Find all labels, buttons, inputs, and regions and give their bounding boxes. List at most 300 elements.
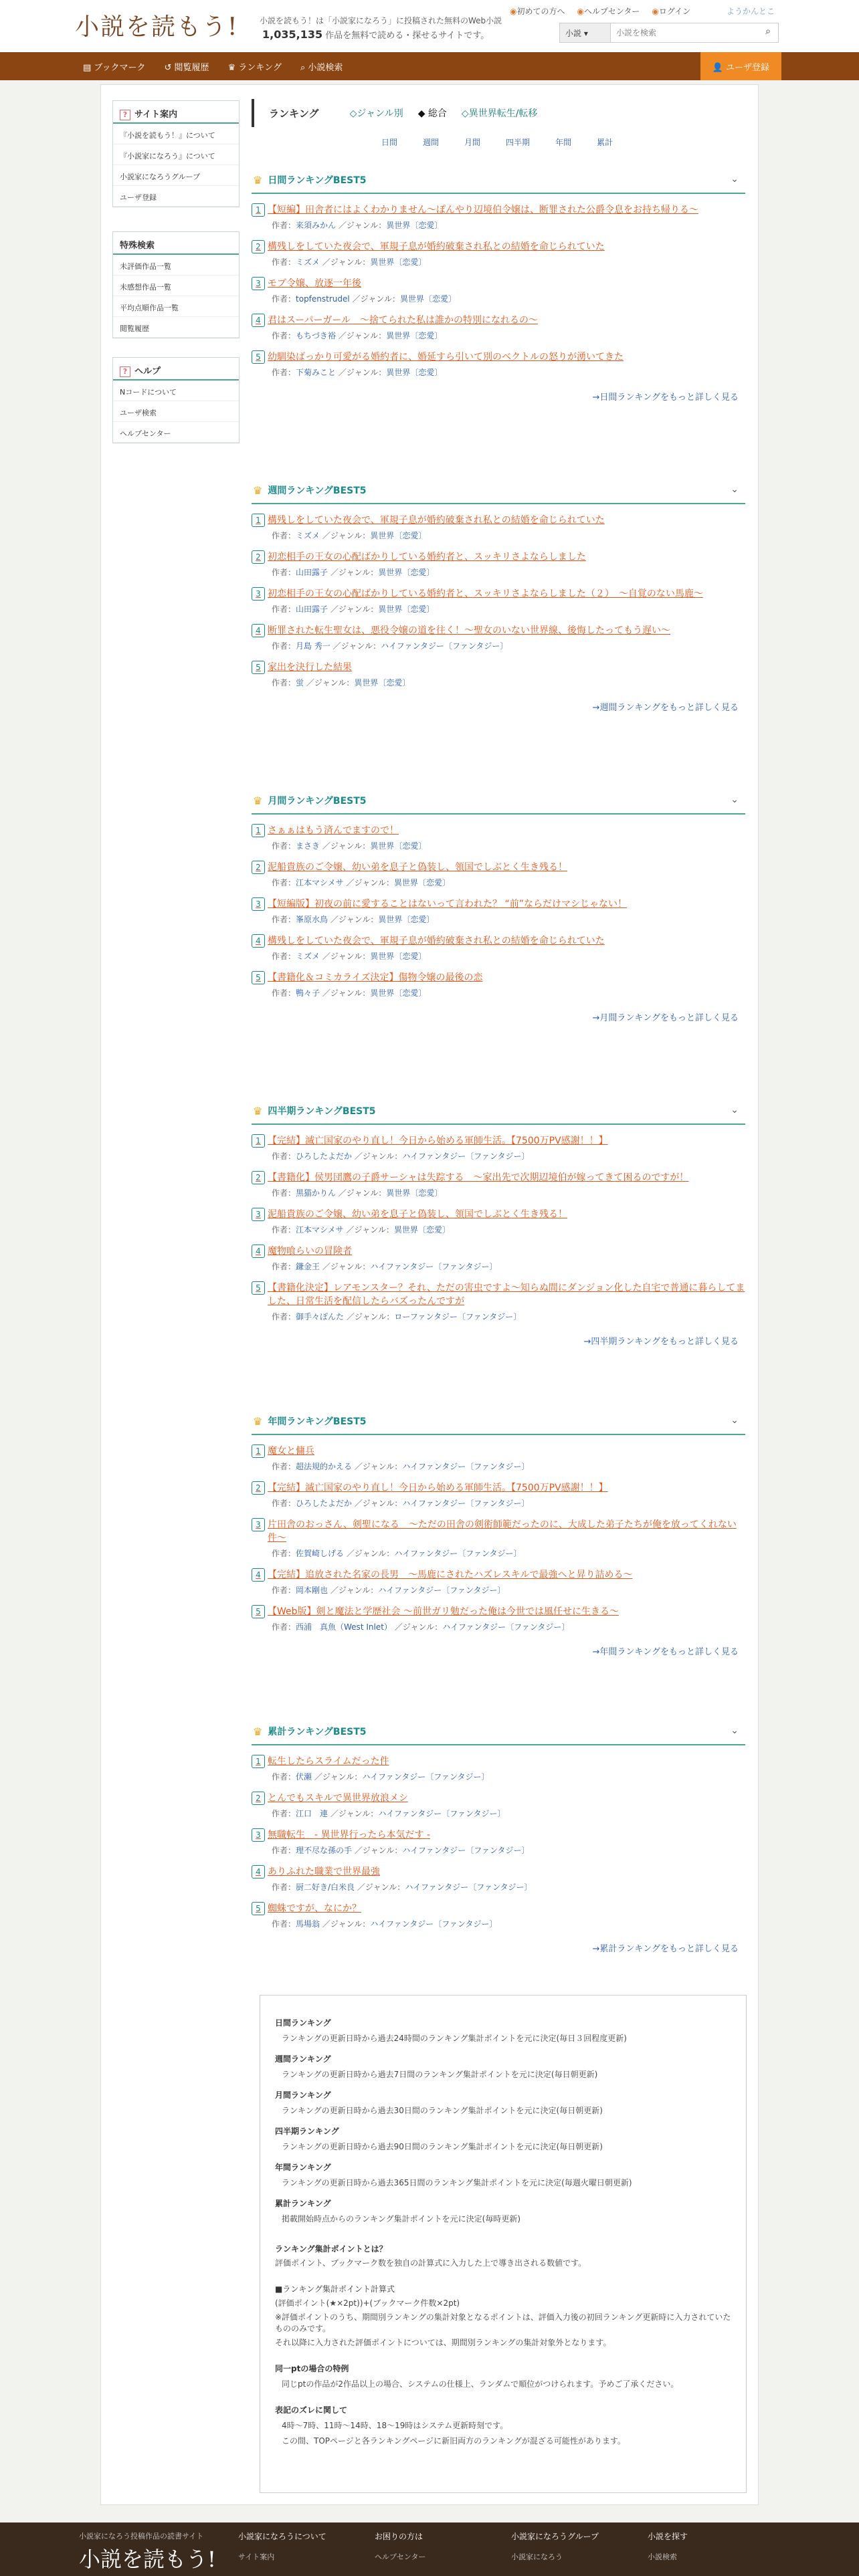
sidebar-item-user-search[interactable]: ユーザ検索: [113, 401, 239, 422]
author-link[interactable]: 理不尽な孫の手: [296, 1846, 353, 1855]
work-title-link[interactable]: [252, 971, 745, 984]
work-title-link[interactable]: [252, 1755, 745, 1768]
author-label: 作者：: [272, 1188, 296, 1198]
work-meta: [272, 603, 745, 615]
author-link[interactable]: 厨二好き/白米良: [296, 1883, 355, 1892]
tab-isekai[interactable]: ◇異世界転生/転移: [461, 108, 538, 119]
author-label: 作者：: [272, 1225, 296, 1235]
ranking-section: [252, 1408, 745, 1657]
genre-link[interactable]: ハイファンタジー〔ファンタジー〕: [442, 1622, 570, 1632]
work-meta: [272, 950, 745, 962]
work-title-link[interactable]: [252, 550, 745, 564]
work-meta: [272, 1187, 745, 1198]
footer-group-sub[interactable]: 小説家になろう: [511, 2553, 563, 2561]
ranking-title: ランキング: [269, 107, 319, 120]
footer-about-head[interactable]: 小説家になろうについて: [238, 2532, 326, 2541]
rank-number: 5: [252, 971, 265, 984]
genre-link[interactable]: ハイファンタジー〔ファンタジー〕: [402, 1152, 530, 1161]
chevron-down-icon[interactable]: ⌄: [731, 1105, 739, 1115]
definition-desc: ランキングの更新日時から過去90日間のランキング集計ポイントを元に決定(毎日朝更新): [282, 2142, 603, 2151]
genre-link[interactable]: 異世界〔恋愛〕: [386, 1188, 443, 1198]
search-type-select[interactable]: [560, 23, 611, 42]
genre-link[interactable]: ハイファンタジー〔ファンタジー〕: [394, 1549, 522, 1558]
register-button[interactable]: [700, 52, 781, 80]
site-guide-box: [112, 100, 240, 207]
section-header[interactable]: [252, 1098, 745, 1125]
work-meta: [272, 914, 745, 925]
work-title: 魔女と傭兵: [268, 1446, 314, 1457]
genre-label: ／ジャンル：: [322, 841, 371, 851]
ranking-entry: [252, 1245, 745, 1272]
sidebar-item-register[interactable]: ユーザ登録: [113, 186, 239, 207]
sidebar-item-history[interactable]: 閲覧履歴: [113, 317, 239, 338]
genre-label: ／ジャンル：: [322, 952, 371, 961]
genre-link[interactable]: 異世界〔恋愛〕: [393, 1225, 450, 1235]
author-link[interactable]: 鴨々子: [296, 988, 320, 998]
ranking-tabs: [252, 99, 745, 127]
work-title: 【書籍化＆コミカライズ決定】傷物令嬢の最後の恋: [268, 972, 483, 983]
login-label: ログイン: [658, 7, 691, 16]
genre-label: ／ジャンル：: [354, 1846, 403, 1855]
ranking-entry: [252, 240, 745, 267]
section-title: 月間ランキングBEST5: [268, 796, 367, 807]
work-meta: [272, 256, 745, 267]
work-title: 【短編】田舎者にはよくわかりません～ぽんやり辺境伯令嬢は、断罪された公爵令息をお持ち帰りる～: [268, 205, 698, 215]
work-title-link[interactable]: [252, 1208, 745, 1221]
genre-link[interactable]: 異世界〔恋愛〕: [370, 952, 427, 961]
rank-number: 3: [252, 277, 265, 290]
genre-label: ／ジャンル：: [338, 1188, 387, 1198]
author-label: 作者：: [272, 915, 296, 924]
author-label: 作者：: [272, 988, 296, 998]
nav-ranking[interactable]: [228, 60, 282, 73]
author-link[interactable]: 岡本剛也: [296, 1586, 328, 1595]
author-link[interactable]: 御手々ぽんた: [296, 1312, 345, 1321]
nav-history[interactable]: [165, 60, 209, 73]
author-label: 作者：: [272, 952, 296, 961]
work-title: 転生したらスライムだった件: [268, 1756, 389, 1767]
author-link[interactable]: 西浦 真魚（West Inlet）: [296, 1622, 392, 1632]
genre-link[interactable]: ハイファンタジー〔ファンタジー〕: [402, 1499, 530, 1508]
author-link[interactable]: もちづき裕: [296, 331, 336, 340]
genre-link[interactable]: 異世界〔恋愛〕: [386, 221, 443, 230]
genre-link[interactable]: 異世界〔恋愛〕: [400, 294, 457, 304]
work-title: 泥船貴族のご令嬢、幼い弟を息子と偽装し、領国でしぶとく生き残る！: [268, 862, 567, 873]
footer-help-head[interactable]: お困りの方は: [375, 2532, 423, 2541]
tab-daily[interactable]: 日間: [381, 138, 398, 147]
chevron-down-icon[interactable]: ⌄: [731, 794, 739, 805]
footer-search-sub[interactable]: 小説検索: [648, 2553, 677, 2561]
section-title: 年間ランキングBEST5: [268, 1416, 367, 1427]
work-title-link[interactable]: [252, 1481, 745, 1495]
genre-link[interactable]: ハイファンタジー〔ファンタジー〕: [370, 1919, 498, 1929]
work-title-link[interactable]: [252, 1281, 745, 1308]
chevron-down-icon[interactable]: ⌄: [731, 484, 739, 495]
tab-cumulative[interactable]: 累計: [597, 138, 613, 147]
crown-icon: ♛: [253, 1414, 263, 1428]
author-link[interactable]: まさき: [296, 841, 320, 851]
definition-title: 累計ランキング: [275, 2199, 331, 2208]
genre-label: ／ジャンル：: [306, 678, 355, 687]
work-title: 【完結】滅亡国家のやり直し！今日から始める軍師生活。【7500万PV感謝！！】: [268, 1136, 608, 1146]
ranking-entry: [252, 350, 745, 378]
work-title-link[interactable]: [252, 240, 745, 253]
sidebar-item-group[interactable]: 小説家になろうグループ: [113, 165, 239, 186]
work-title-link[interactable]: [252, 1444, 745, 1458]
rank-number: 2: [252, 550, 265, 564]
login-icon: ◉: [652, 7, 659, 16]
author-label: 作者：: [272, 368, 296, 377]
rank-number: 4: [252, 314, 265, 327]
search-icon: ⌕: [300, 62, 308, 73]
help-center-label: ヘルプセンター: [583, 7, 640, 16]
author-label: 作者：: [272, 1919, 296, 1929]
first-time-icon: ◉: [510, 7, 517, 16]
work-title-link[interactable]: [252, 1865, 745, 1879]
more-ranking-link[interactable]: →週間ランキングをもっと詳しく見る: [592, 703, 739, 713]
genre-link[interactable]: 異世界〔恋愛〕: [370, 988, 427, 998]
crown-icon: ♛: [253, 484, 263, 497]
author-link[interactable]: 伏瀬: [296, 1772, 312, 1782]
work-title: 【書籍化決定】レアモンスター？それ、ただの害虫ですよ～知らぬ間にダンジョン化した自宅で普通に暮らしてました、日常生活を配信したらバズったんですが: [268, 1283, 745, 1307]
author-label: 作者：: [272, 1622, 296, 1632]
work-title-link[interactable]: [252, 624, 745, 637]
sidebar-item-average[interactable]: 平均点順作品一覧: [113, 296, 239, 317]
work-title-link[interactable]: [252, 203, 745, 217]
rank-number: 3: [252, 587, 265, 601]
work-title-link[interactable]: [252, 314, 745, 327]
author-label: 作者：: [272, 1312, 296, 1321]
first-time-link[interactable]: [510, 5, 565, 17]
help-title: ヘルプ: [134, 366, 161, 377]
work-title-link[interactable]: [252, 661, 745, 674]
chevron-down-icon[interactable]: ⌄: [731, 1415, 739, 1426]
rank-number: 1: [252, 1444, 265, 1458]
work-title: 構残しをしていた夜会で、軍規子息が婚約破棄され私との結婚を命じられていた: [268, 515, 605, 526]
genre-label: ／ジャンル：: [346, 1225, 394, 1235]
definition-title: 四半期ランキング: [275, 2127, 339, 2136]
work-title-link[interactable]: [252, 1245, 745, 1258]
work-title-link[interactable]: [252, 1902, 745, 1915]
section-header[interactable]: [252, 167, 745, 194]
author-link[interactable]: ミズメ: [296, 531, 320, 540]
sidebar-item-unrated[interactable]: 未評価作品一覧: [113, 255, 239, 276]
work-meta: [272, 1621, 745, 1632]
author-label: 作者：: [272, 568, 296, 577]
work-title-link[interactable]: [252, 1792, 745, 1805]
ranking-entry: [252, 514, 745, 541]
author-link[interactable]: 江本マシメサ: [296, 1225, 344, 1235]
work-meta: [272, 1497, 745, 1509]
ranking-entry: [252, 1208, 745, 1235]
sidebar-item-about-narou[interactable]: 『小説家になろう』について: [113, 144, 239, 165]
genre-label: ／ジャンル：: [322, 988, 371, 998]
footer-about-sub[interactable]: サイト案内: [238, 2553, 275, 2561]
work-title: 魔物喰らいの冒険者: [268, 1246, 352, 1257]
author-link[interactable]: ミズメ: [296, 257, 320, 267]
author-link[interactable]: 江口 連: [296, 1809, 328, 1818]
more-ranking-link[interactable]: →累計ランキングをもっと詳しく見る: [592, 1944, 739, 1954]
footer-group-head[interactable]: 小説家になろうグループ: [511, 2532, 599, 2541]
genre-label: ／ジャンル：: [346, 1312, 395, 1321]
more-ranking-link[interactable]: →月間ランキングをもっと詳しく見る: [592, 1013, 739, 1023]
login-link[interactable]: [652, 5, 690, 17]
author-link[interactable]: 蛍: [296, 678, 304, 687]
ranking-entry: [252, 897, 745, 925]
sidebar-item-help-center[interactable]: ヘルプセンター: [113, 422, 239, 443]
tab-genre[interactable]: ◇ジャンル別: [349, 108, 403, 119]
ranking-entry: [252, 1902, 745, 1929]
more-ranking-link[interactable]: →年間ランキングをもっと詳しく見る: [592, 1647, 739, 1657]
work-title-link[interactable]: [252, 1171, 745, 1184]
footer-help-sub[interactable]: ヘルプセンター: [375, 2553, 426, 2561]
author-link[interactable]: 山田露子: [296, 568, 328, 577]
rank-number: 3: [252, 1828, 265, 1842]
search-input[interactable]: [611, 23, 758, 42]
genre-label: ／ジャンル：: [330, 605, 379, 614]
lag-desc-2: この間、TOPページと各ランキングページに新旧両方のランキングが混ざる可能性があります。: [282, 2436, 626, 2446]
ranking-entry: [252, 1444, 745, 1472]
ranking-section: [252, 167, 745, 403]
genre-link[interactable]: ハイファンタジー〔ファンタジー〕: [362, 1772, 490, 1782]
sidebar-item-about-yomou[interactable]: 『小説を読もう！』について: [113, 124, 239, 144]
site-tagline: 小説を読もう！は「小説家になろう」に投稿された無料のWeb小説: [260, 16, 502, 25]
footer-logo[interactable]: 小説を読もう!: [79, 2547, 216, 2572]
author-link[interactable]: 来須みかん: [296, 221, 337, 230]
genre-link[interactable]: 異世界〔恋愛〕: [378, 915, 435, 924]
work-title-link[interactable]: [252, 350, 745, 364]
genre-label: ／ジャンル：: [322, 531, 371, 540]
sidebar-item-no-review[interactable]: 未感想作品一覧: [113, 276, 239, 296]
work-title-link[interactable]: [252, 897, 745, 911]
genre-link[interactable]: 異世界〔恋愛〕: [378, 605, 435, 614]
genre-link[interactable]: ハイファンタジー〔ファンタジー〕: [405, 1883, 533, 1892]
main-nav: [0, 52, 859, 80]
genre-link[interactable]: ハイファンタジー〔ファンタジー〕: [378, 1586, 506, 1595]
ranking-entry: [252, 1828, 745, 1856]
genre-link[interactable]: ハイファンタジー〔ファンタジー〕: [381, 641, 508, 651]
author-link[interactable]: 黒猫かりん: [296, 1188, 337, 1198]
ranking-entry: [252, 824, 745, 851]
definition-title: 週間ランキング: [275, 2054, 331, 2064]
ranking-entry: [252, 624, 745, 651]
work-title: 幼馴染ばっかり可愛がる婚約者に、婚延すら引いて別のベクトルの怒りが湧いてきた: [268, 352, 624, 362]
genre-label: ／ジャンル：: [357, 1883, 405, 1892]
author-link[interactable]: 佐賀崎しげる: [296, 1549, 345, 1558]
lag-title: 表記のズレに関して: [275, 2405, 348, 2415]
work-title-link[interactable]: [252, 1518, 745, 1545]
definition-title: 月間ランキング: [275, 2090, 331, 2100]
work-meta: [272, 1808, 745, 1819]
nav-search[interactable]: [300, 60, 343, 73]
ranking-entry: [252, 1134, 745, 1162]
question-icon: ?: [120, 110, 130, 120]
genre-link[interactable]: 異世界〔恋愛〕: [354, 678, 411, 687]
section-header[interactable]: [252, 788, 745, 815]
ranking-entry: [252, 1605, 745, 1632]
footer-search-head[interactable]: 小説を探す: [648, 2532, 688, 2541]
genre-link[interactable]: 異世界〔恋愛〕: [393, 878, 450, 887]
formula-note-2: それ以降に入力された評価ポイントについては、期間別ランキングの集計対象外となります。: [275, 2338, 611, 2347]
ranking-entry: [252, 314, 745, 341]
definition-desc: ランキングの更新日時から過去24時間のランキング集計ポイントを元に決定(毎日３回程度更新): [282, 2034, 627, 2043]
genre-label: ／ジャンル：: [354, 1462, 403, 1471]
nav-bookmark[interactable]: [83, 60, 146, 73]
section-title: 累計ランキングBEST5: [268, 1727, 367, 1737]
site-footer: [0, 2523, 859, 2576]
tab-monthly[interactable]: 月間: [464, 138, 481, 147]
work-title-link[interactable]: [252, 1134, 745, 1148]
section-header[interactable]: [252, 477, 745, 504]
special-search-box: [112, 231, 240, 338]
help-icon: ◉: [577, 7, 584, 16]
tab-quarterly[interactable]: 四半期: [506, 138, 531, 147]
rank-number: 1: [252, 1755, 265, 1768]
genre-link[interactable]: 異世界〔恋愛〕: [370, 841, 427, 851]
period-tabs: [381, 136, 613, 148]
work-title-link[interactable]: [252, 861, 745, 874]
work-meta: [272, 1461, 745, 1472]
author-link[interactable]: 峯原水鳥: [296, 915, 328, 924]
ranking-definitions: [275, 2017, 731, 2224]
section-header[interactable]: [252, 1408, 745, 1435]
genre-link[interactable]: 異世界〔恋愛〕: [378, 568, 435, 577]
formula-title: ■ランキング集計ポイント計算式: [275, 2284, 395, 2294]
author-label: 作者：: [272, 1586, 296, 1595]
section-header[interactable]: [252, 1719, 745, 1745]
work-title-link[interactable]: [252, 587, 745, 601]
rank-number: 5: [252, 661, 265, 674]
genre-link[interactable]: ハイファンタジー〔ファンタジー〕: [402, 1846, 530, 1855]
more-ranking-link[interactable]: →日間ランキングをもっと詳しく見る: [592, 393, 739, 403]
ranking-section: [252, 477, 745, 713]
crown-icon: ♛: [253, 794, 263, 807]
author-link[interactable]: 山田露子: [296, 605, 328, 614]
author-link[interactable]: 馬場翁: [296, 1919, 320, 1929]
ranking-entry: [252, 587, 745, 615]
genre-link[interactable]: 異世界〔恋愛〕: [386, 368, 443, 377]
ranking-entry: [252, 971, 745, 998]
work-title: 君はスーパーガール ～捨てられた私は誰かの特別になれるの～: [268, 315, 539, 326]
work-meta: [272, 1224, 745, 1235]
crown-icon: ♛: [227, 62, 239, 73]
work-title-link[interactable]: [252, 1828, 745, 1842]
work-title-link[interactable]: [252, 1568, 745, 1582]
rank-number: 5: [252, 1902, 265, 1915]
site-guide-heading: [113, 101, 239, 124]
work-title-link[interactable]: [252, 824, 745, 837]
genre-label: ／ジャンル：: [352, 294, 401, 304]
genre-link[interactable]: ハイファンタジー〔ファンタジー〕: [378, 1809, 506, 1818]
genre-link[interactable]: 異世界〔恋愛〕: [386, 331, 443, 340]
genre-label: ／ジャンル：: [330, 1586, 379, 1595]
tab-weekly[interactable]: 週間: [423, 138, 440, 147]
nav-history-label: 閲覧履歴: [174, 62, 209, 73]
work-meta: [272, 1881, 745, 1893]
author-link[interactable]: ミズメ: [296, 952, 320, 961]
work-count-suffix: 作品を無料で読める・探せるサイトです。: [325, 31, 490, 41]
bookmark-icon: ▤: [83, 62, 94, 73]
section-title: 四半期ランキングBEST5: [268, 1106, 376, 1117]
rank-number: 3: [252, 1208, 265, 1221]
nav-ranking-label: ランキング: [238, 62, 282, 73]
formula: (評価ポイント(★×2pt))+(ブックマーク件数×2pt): [275, 2298, 460, 2308]
rank-number: 4: [252, 934, 265, 948]
footer-col-search: [648, 2531, 688, 2562]
author-link[interactable]: 鎌金王: [296, 1262, 320, 1271]
author-link[interactable]: 下菊みこと: [296, 368, 337, 377]
genre-label: ／ジャンル：: [330, 915, 379, 924]
work-title-link[interactable]: [252, 1605, 745, 1618]
formula-note-1: ※評価ポイントのうち、期間別ランキングの集計対象となるポイントは、評価入力後の初回ランキング更新時に入力されていたもののみです。: [275, 2313, 731, 2333]
work-meta: [272, 330, 745, 341]
chevron-down-icon[interactable]: ⌄: [731, 1725, 739, 1736]
genre-link[interactable]: ハイファンタジー〔ファンタジー〕: [370, 1262, 498, 1271]
work-title-link[interactable]: [252, 934, 745, 948]
more-ranking-link[interactable]: →四半期ランキングをもっと詳しく見る: [583, 1337, 739, 1347]
genre-label: ／ジャンル：: [338, 221, 387, 230]
point-desc: 評価ポイント、ブックマーク数を独自の計算式に入力した上で導き出される数値です。: [275, 2258, 587, 2268]
tab-total[interactable]: ◆ 総合: [417, 108, 447, 119]
rank-number: 1: [252, 1134, 265, 1148]
genre-link[interactable]: ハイファンタジー〔ファンタジー〕: [402, 1462, 530, 1471]
genre-link[interactable]: 異世界〔恋愛〕: [370, 531, 427, 540]
genre-link[interactable]: 異世界〔恋愛〕: [370, 257, 427, 267]
site-logo[interactable]: 小説を読もう!: [75, 13, 239, 41]
first-time-label: 初めての方へ: [516, 7, 565, 16]
ranking-entry: [252, 1518, 745, 1559]
help-center-link[interactable]: [577, 5, 640, 17]
work-meta: [272, 987, 745, 998]
work-count-value: 1,035,135: [262, 28, 323, 41]
work-title: 構残しをしていた夜会で、軍規子息が婚約破棄され私との結婚を命じられていた: [268, 241, 605, 252]
author-label: 作者：: [272, 531, 296, 540]
definition-desc: 掲載開始時点からのランキング集計ポイントを元に決定(毎時更新): [282, 2214, 521, 2224]
work-title: ありふれた職業で世界最強: [268, 1866, 380, 1877]
genre-link[interactable]: ローファンタジー〔ファンタジー〕: [394, 1312, 522, 1321]
definition-title: 日間ランキング: [275, 2018, 331, 2028]
sidebar-item-ncode[interactable]: Nコードについて: [113, 381, 239, 401]
tab-yearly[interactable]: 年間: [555, 138, 572, 147]
author-link[interactable]: ひろしたよだか: [296, 1152, 353, 1161]
ranking-entry: [252, 1865, 745, 1893]
author-label: 作者：: [272, 1152, 296, 1161]
footer-col-group: [511, 2531, 599, 2562]
author-link[interactable]: 月島 秀一: [296, 641, 330, 651]
chevron-down-icon[interactable]: ⌄: [731, 174, 739, 185]
footer-col-help: [375, 2531, 425, 2562]
author-label: 作者：: [272, 1462, 296, 1471]
author-label: 作者：: [272, 678, 296, 687]
work-title: 片田舎のおっさん、剣聖になる ～ただの田舎の剣術師範だったのに、大成した弟子たちが俺を放ってくれない件～: [268, 1519, 737, 1543]
work-meta: [272, 677, 745, 688]
search-button[interactable]: [758, 23, 778, 42]
work-title: 【短編版】初夜の前に愛することはないって言われた？ “前”ならだけマシじゃない！: [268, 899, 627, 909]
author-label: 作者：: [272, 641, 296, 651]
author-label: 作者：: [272, 331, 296, 340]
crown-icon: ♛: [253, 1725, 263, 1738]
author-link[interactable]: topfenstrudel: [296, 294, 350, 304]
definition-desc: ランキングの更新日時から過去30日間のランキング集計ポイントを元に決定(毎日朝更新): [282, 2106, 603, 2115]
author-link[interactable]: 江本マシメサ: [296, 878, 344, 887]
author-label: 作者：: [272, 1499, 296, 1508]
author-link[interactable]: ひろしたよだか: [296, 1499, 353, 1508]
author-link[interactable]: 超法規的かえる: [296, 1462, 353, 1471]
author-label: 作者：: [272, 1809, 296, 1818]
work-title-link[interactable]: [252, 277, 745, 290]
genre-label: ／ジャンル：: [322, 1919, 371, 1929]
work-title-link[interactable]: [252, 514, 745, 527]
